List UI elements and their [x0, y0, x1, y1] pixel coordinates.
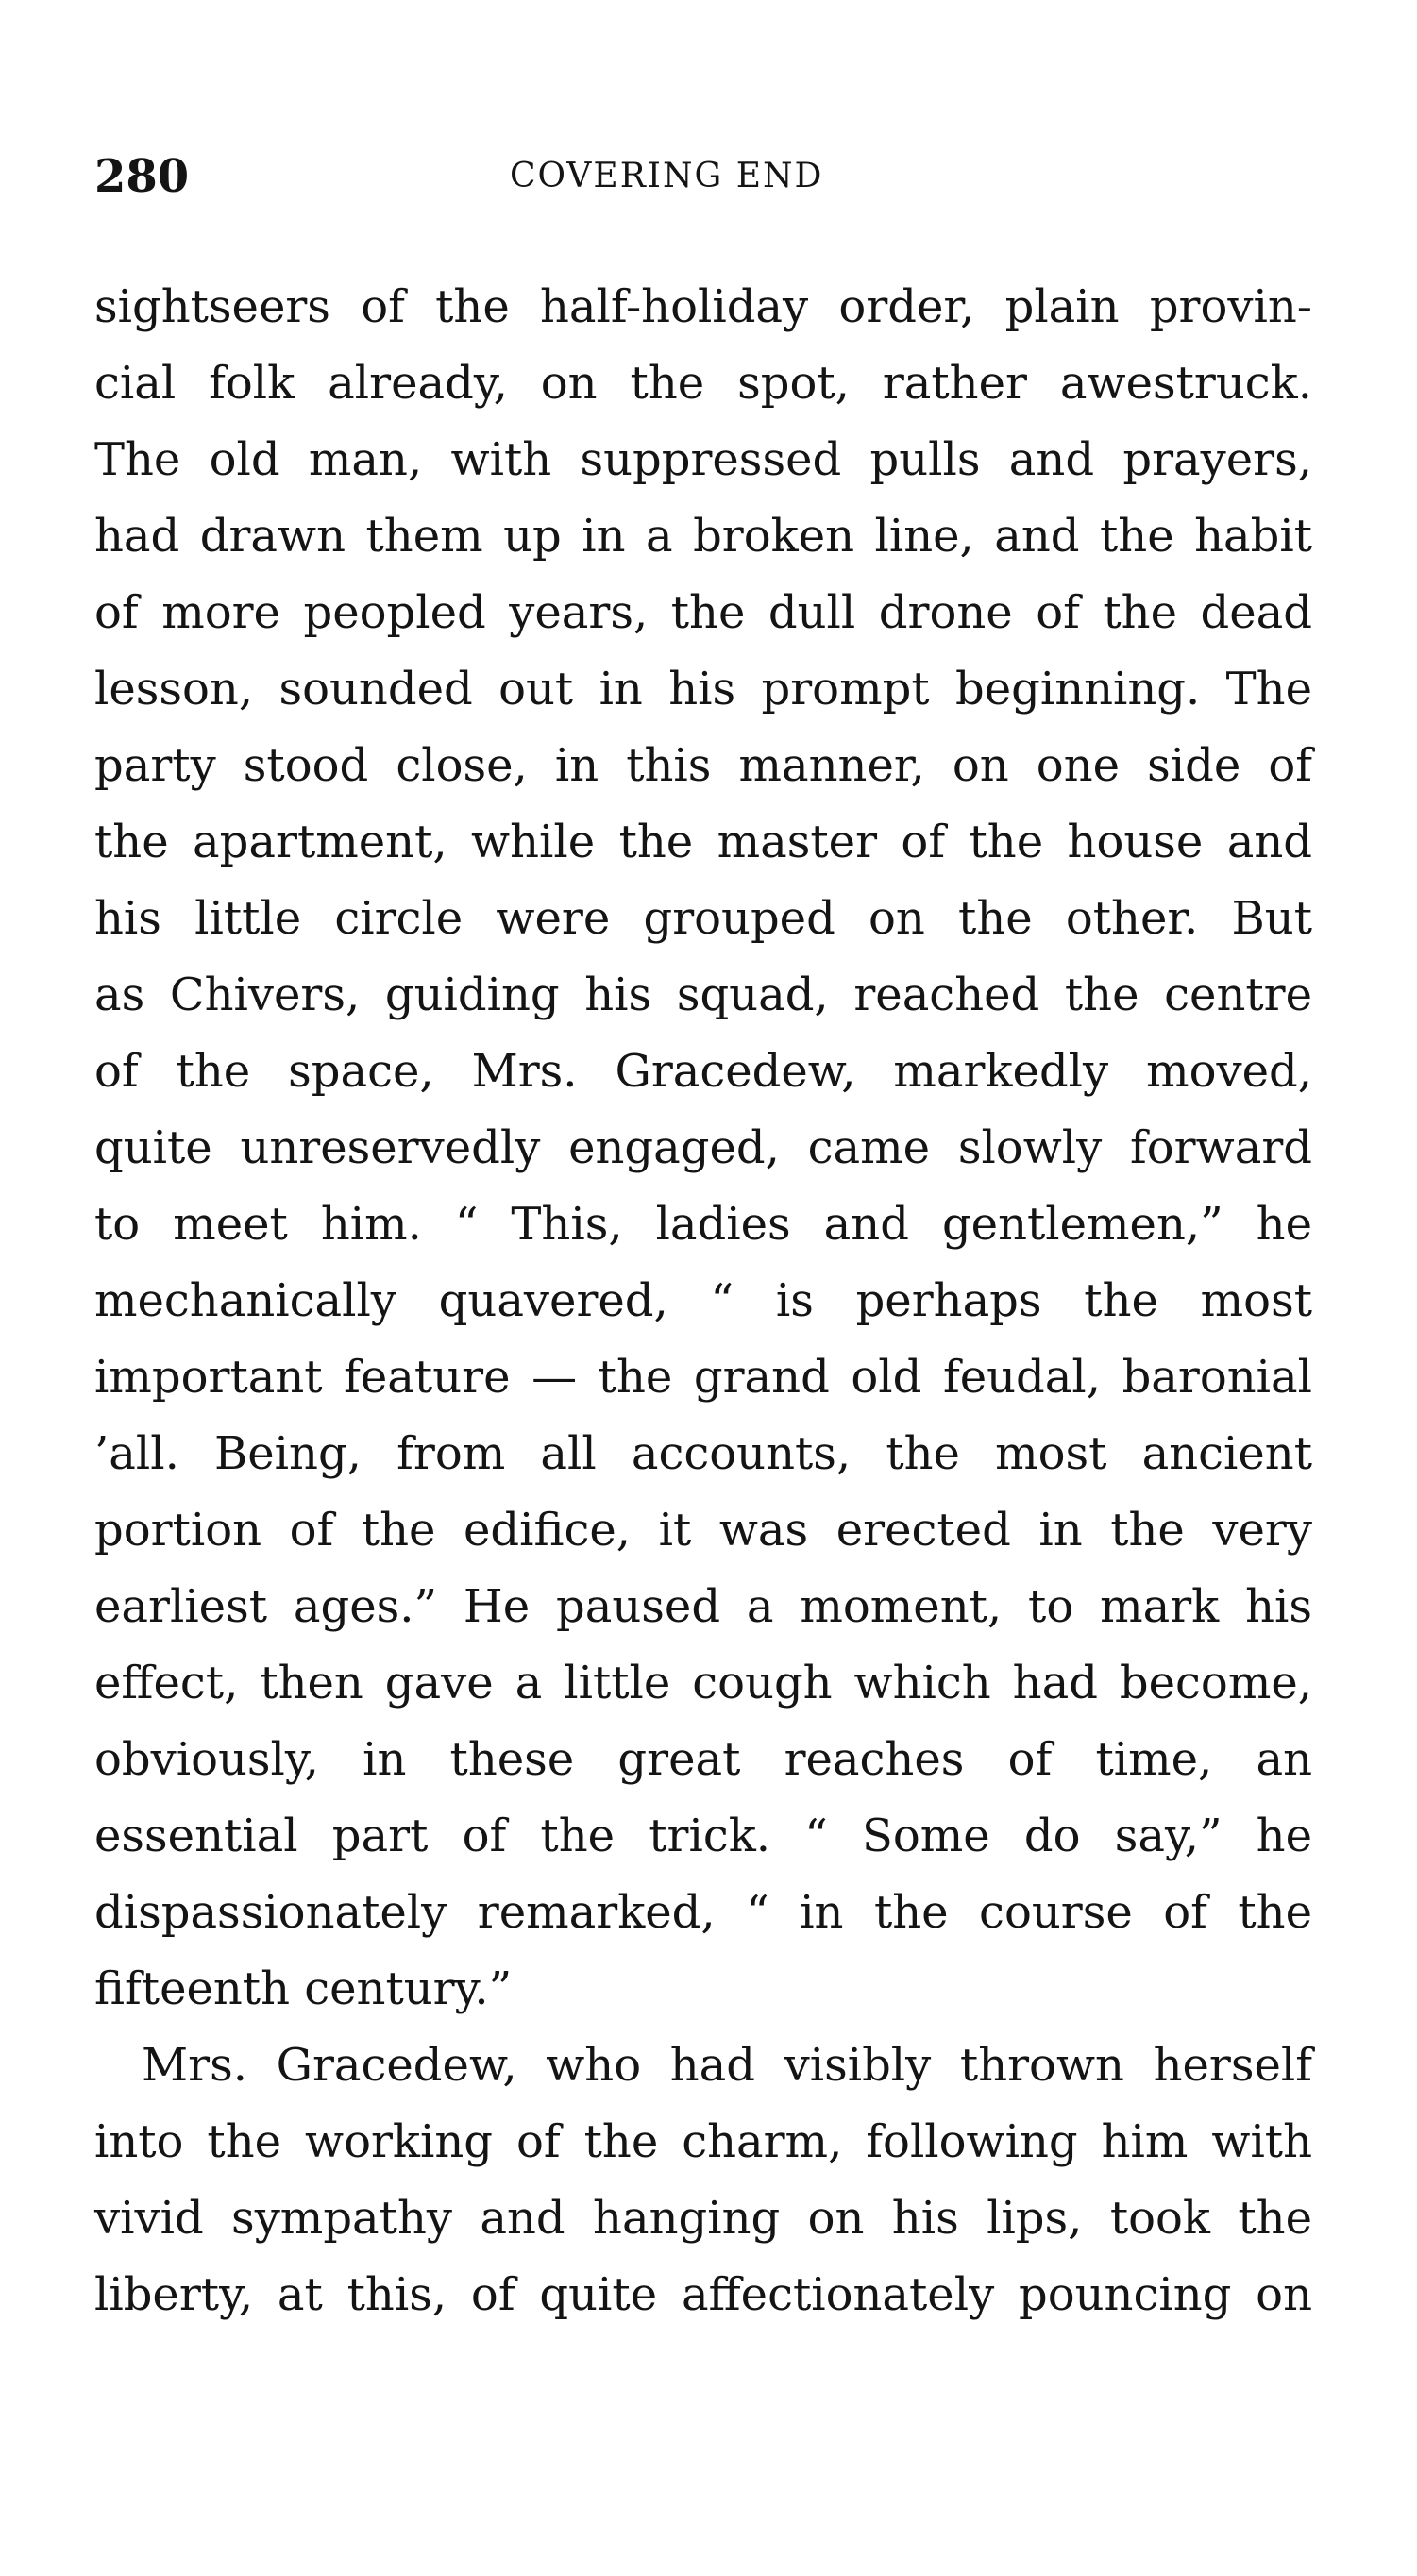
text-line: dispassionately remarked, “ in the course of the — [94, 1886, 1312, 1939]
text-line: into the working of the charm, following him with — [94, 2115, 1312, 2168]
text-line: the apartment, while the master of the house and — [94, 816, 1312, 868]
text-line: earliest ages.” He paused a moment, to mark his — [94, 1580, 1312, 1633]
text-line: effect, then gave a little cough which had become, — [94, 1657, 1312, 1709]
running-title: COVERING END — [510, 157, 824, 195]
text-line: mechanically quavered, “ is perhaps the most — [94, 1274, 1312, 1327]
text-line: obviously, in these great reaches of time, an — [94, 1733, 1312, 1786]
text-line: vivid sympathy and hanging on his lips, took the — [94, 2192, 1312, 2245]
text-line: lesson, sounded out in his prompt beginning. The — [94, 663, 1312, 716]
text-line: liberty, at this, of quite affectionately pouncing on — [94, 2268, 1312, 2321]
text-line: had drawn them up in a broken line, and the habit — [94, 510, 1312, 563]
text-line: The old man, with suppressed pulls and prayers, — [94, 433, 1312, 486]
text-line: essential part of the trick. “ Some do say,” he — [94, 1810, 1312, 1862]
text-line: fifteenth century.” — [94, 1962, 513, 2015]
text-line: Mrs. Gracedew, who had visibly thrown herself — [142, 2039, 1312, 2092]
text-line: to meet him. “ This, ladies and gentlemen,” he — [94, 1198, 1312, 1251]
text-line: cial folk already, on the spot, rather awestruck. — [94, 357, 1312, 410]
text-line: party stood close, in this manner, on one side of — [94, 739, 1312, 792]
text-line: quite unreservedly engaged, came slowly forward — [94, 1121, 1312, 1174]
text-line: ’all. Being, from all accounts, the most ancient — [94, 1427, 1312, 1480]
text-line: his little circle were grouped on the other. But — [94, 892, 1312, 945]
text-line: as Chivers, guiding his squad, reached the centre — [94, 968, 1312, 1021]
text-line: important feature — the grand old feudal, baronial — [94, 1351, 1312, 1404]
body-text — [94, 269, 1312, 2333]
page-number: 280 — [94, 150, 190, 203]
paragraph — [94, 269, 1312, 2028]
text-line: of the space, Mrs. Gracedew, markedly moved, — [94, 1045, 1312, 1098]
text-line: portion of the edifice, it was erected in the very — [94, 1504, 1312, 1557]
text-line: of more peopled years, the dull drone of the dead — [94, 586, 1312, 639]
paragraph — [94, 2028, 1312, 2333]
page-header — [94, 143, 1322, 210]
text-line: sightseers of the half-holiday order, plain provin- — [94, 280, 1312, 333]
